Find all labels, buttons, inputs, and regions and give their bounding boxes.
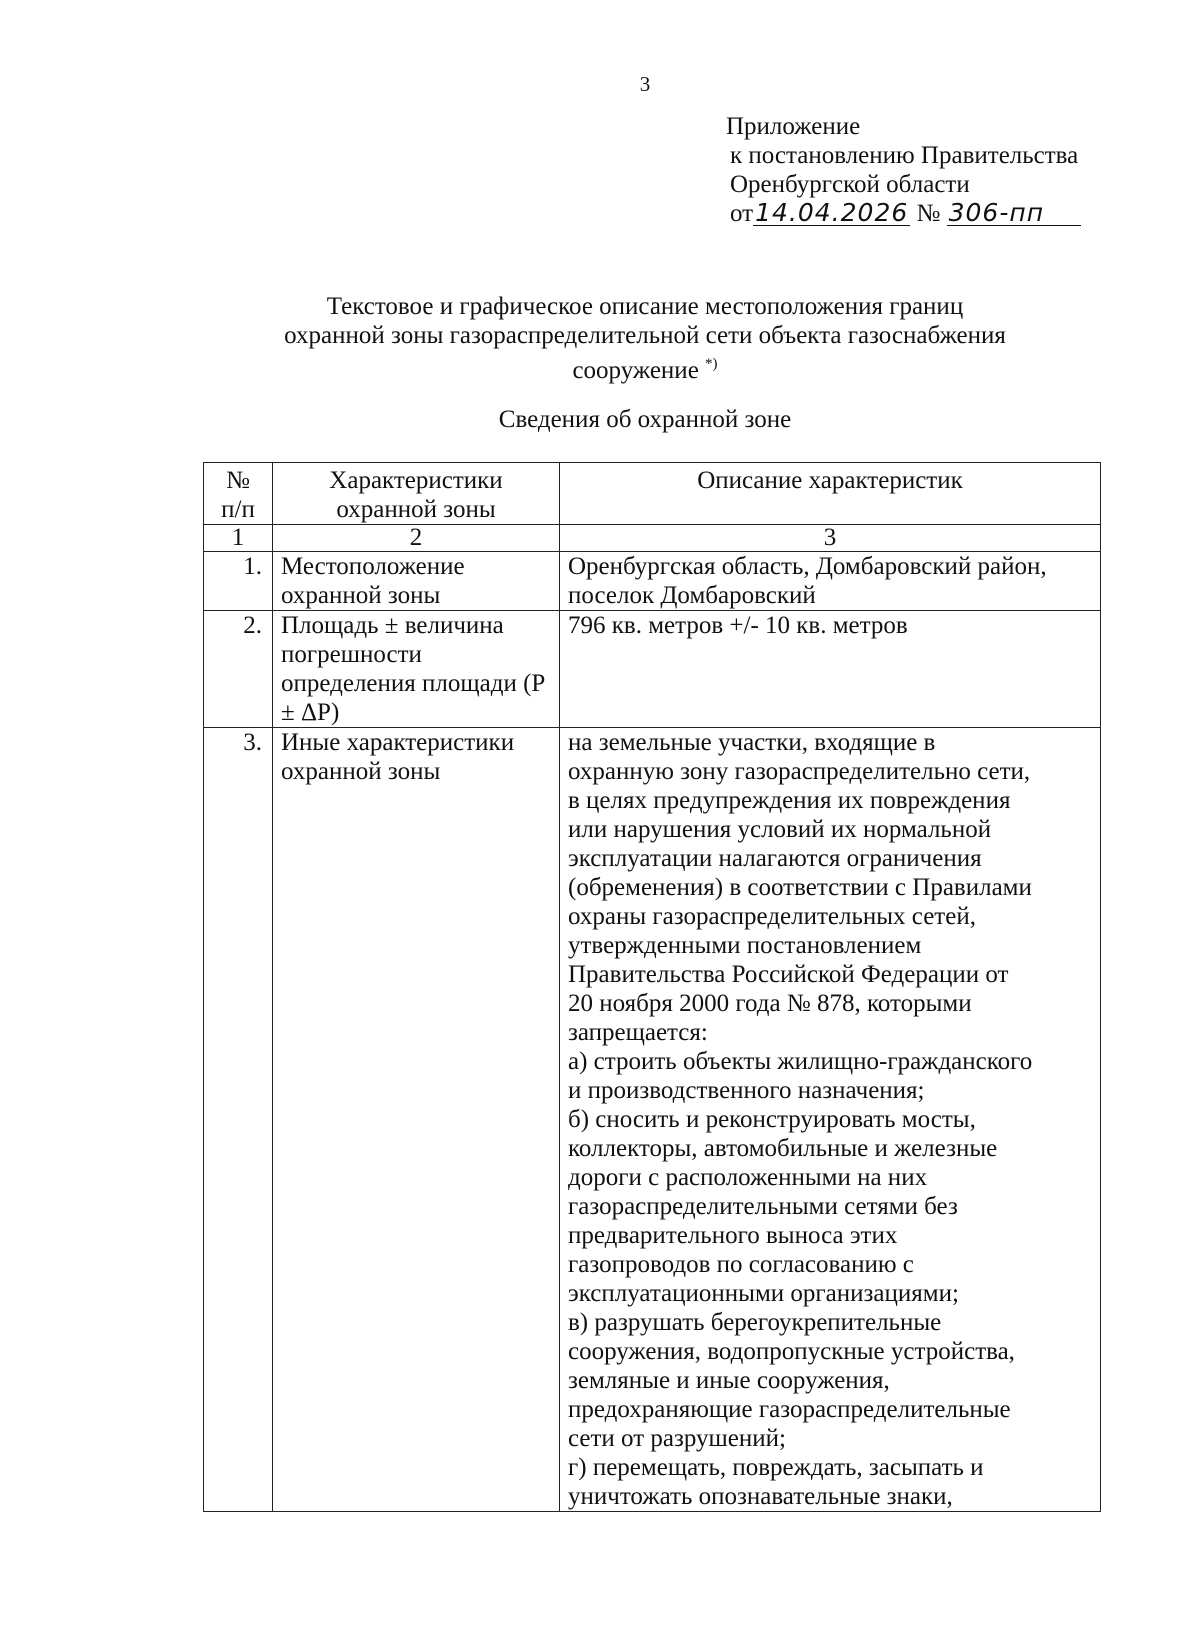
section-title: Сведения об охранной зоне — [498, 406, 792, 433]
row-description — [560, 611, 1101, 728]
description-line: охраны газораспределительных сетей, — [568, 903, 976, 930]
description-line: эксплуатации налагаются ограничения — [568, 845, 982, 872]
column-number-2: 2 — [273, 525, 560, 552]
column-number-1: 1 — [204, 525, 273, 552]
description-line: уничтожать опознавательные знаки, — [568, 1483, 953, 1510]
description-line: утвержденными постановлением — [568, 932, 922, 959]
table-column-numbers-row — [204, 525, 1101, 552]
description-line: эксплуатационными организациями; — [568, 1280, 959, 1307]
protection-zone-table — [203, 462, 1101, 1512]
table-row — [204, 552, 1101, 611]
header-number-text: № п/п — [221, 467, 255, 523]
description-line: (обременения) в соответствии с Правилами — [568, 874, 1032, 901]
document-title — [180, 292, 1110, 385]
description-line: дороги с расположенными на них — [568, 1164, 928, 1191]
description-line: Оренбургская область, Домбаровский район, — [568, 553, 1047, 580]
row-description — [560, 728, 1101, 1512]
title-line-1: Текстовое и графическое описание местоположения границ — [326, 293, 964, 320]
row-number: 3. — [204, 728, 273, 1512]
description-line: в) разрушать берегоукрепительные — [568, 1309, 942, 1336]
row-characteristic: Площадь ± величина погрешности определения площади (P ± ΔP) — [273, 611, 560, 728]
description-line: или нарушения условий их нормальной — [568, 816, 992, 843]
handwritten-number: 306-пп — [947, 201, 1081, 226]
description-line: газопроводов по согласованию с — [568, 1251, 914, 1278]
number-label: № — [916, 200, 941, 227]
title-line-2: охранной зоны газораспределительной сети объекта газоснабжения — [284, 322, 1006, 349]
appendix-region: Оренбургской области — [730, 171, 970, 198]
description-line: в целях предупреждения их повреждения — [568, 787, 1011, 814]
description-line: 796 кв. метров +/- 10 кв. метров — [568, 612, 908, 639]
description-line: газораспределительными сетями без — [568, 1193, 958, 1220]
description-line: сети от разрушений; — [568, 1425, 786, 1452]
header-characteristics: Характеристики охранной зоны — [273, 463, 560, 525]
description-line: охранную зону газораспределительно сети, — [568, 758, 1031, 785]
description-line: сооружения, водопропускные устройства, — [568, 1338, 1015, 1365]
description-line: г) перемещать, повреждать, засыпать и — [568, 1454, 984, 1481]
table-header-row — [204, 463, 1101, 525]
row-number: 2. — [204, 611, 273, 728]
appendix-block — [726, 112, 1146, 228]
header-description: Описание характеристик — [560, 463, 1101, 525]
description-line: на земельные участки, входящие в — [568, 729, 936, 756]
header-number — [204, 463, 273, 525]
table-row — [204, 728, 1101, 1512]
from-label: от — [730, 200, 754, 227]
footnote-mark: *) — [705, 356, 718, 372]
appendix-resolution: к постановлению Правительства — [730, 142, 1079, 169]
description-line: 20 ноября 2000 года № 878, которыми — [568, 990, 972, 1017]
description-line: коллекторы, автомобильные и железные — [568, 1135, 998, 1162]
column-number-3: 3 — [560, 525, 1101, 552]
row-description — [560, 552, 1101, 611]
description-line: Правительства Российской Федерации от — [568, 961, 1009, 988]
description-line: земляные и иные сооружения, — [568, 1367, 890, 1394]
description-line: б) сносить и реконструировать мосты, — [568, 1106, 976, 1133]
title-object: сооружение — [572, 357, 699, 384]
row-characteristic: Местоположение охранной зоны — [273, 552, 560, 611]
description-line: предварительного выноса этих — [568, 1222, 898, 1249]
description-line: запрещается: — [568, 1019, 708, 1046]
appendix-date-number — [726, 199, 1146, 228]
row-number: 1. — [204, 552, 273, 611]
row-characteristic: Иные характеристики охранной зоны — [273, 728, 560, 1512]
appendix-title: Приложение — [726, 113, 861, 140]
title-line-3 — [180, 350, 1110, 385]
handwritten-date: 14.04.2026 — [755, 198, 909, 227]
description-line: предохраняющие газораспределительные — [568, 1396, 1011, 1423]
description-line: и производственного назначения; — [568, 1077, 925, 1104]
description-line: а) строить объекты жилищно-гражданского — [568, 1048, 1033, 1075]
page-number: 3 — [639, 72, 651, 96]
description-line: поселок Домбаровский — [568, 582, 816, 609]
table-row — [204, 611, 1101, 728]
